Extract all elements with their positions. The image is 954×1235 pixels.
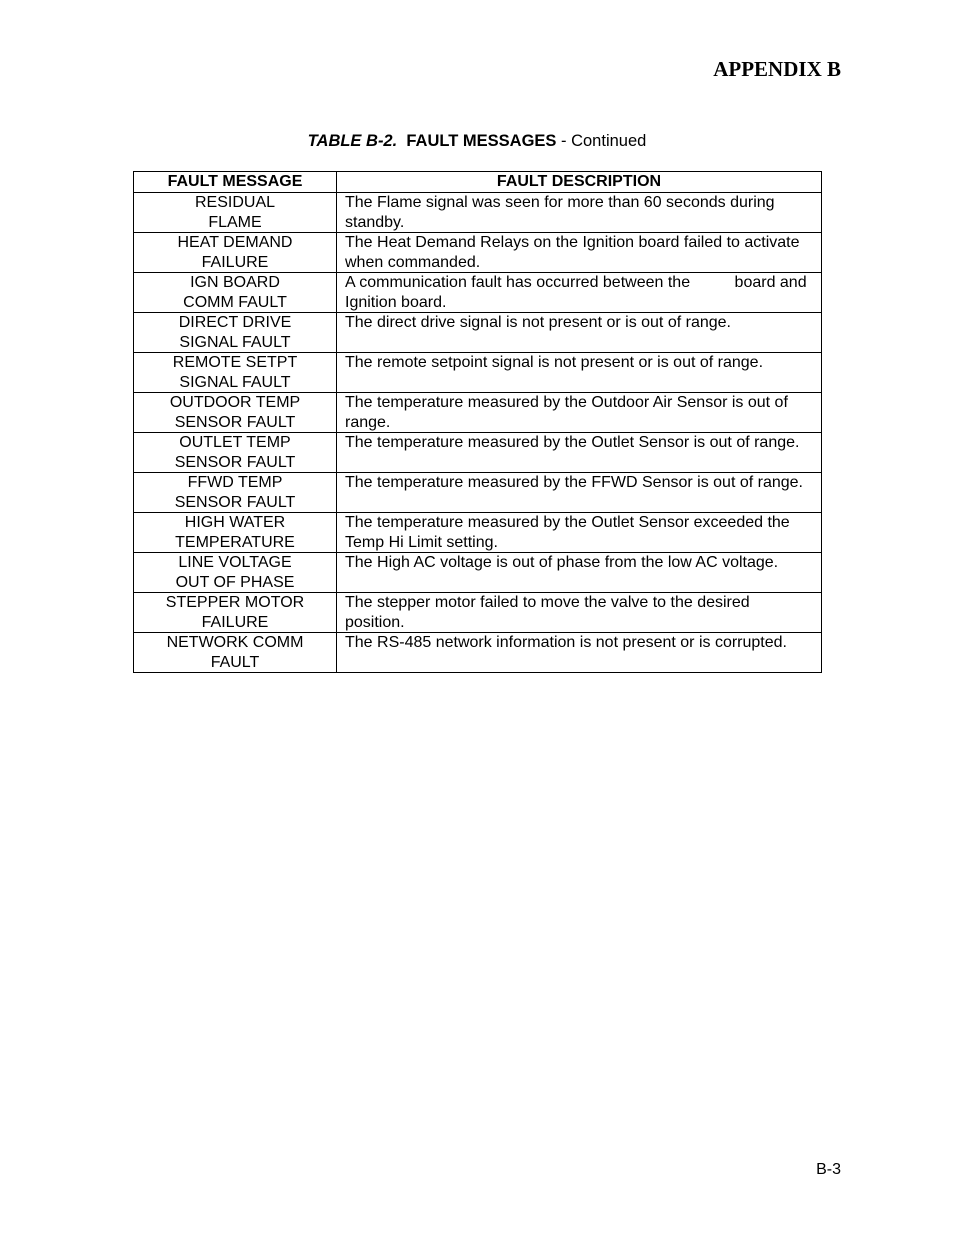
table-row [134,513,822,553]
table-row [134,633,822,673]
fault-description-cell: The temperature measured by the Outlet Sensor exceeded the Temp Hi Limit setting. [337,513,822,553]
table-row [134,433,822,473]
column-header-fault-description: FAULT DESCRIPTION [337,172,822,193]
table-title: FAULT MESSAGES [406,132,557,150]
fault-message-cell: FFWD TEMP SENSOR FAULT [134,473,337,513]
table-caption [0,130,954,152]
column-header-fault-message: FAULT MESSAGE [134,172,337,193]
fault-description-cell: A communication fault has occurred between the board and Ignition board. [337,273,822,313]
fault-message-cell: REMOTE SETPT SIGNAL FAULT [134,353,337,393]
fault-message-cell: DIRECT DRIVE SIGNAL FAULT [134,313,337,353]
page-number: B-3 [816,1161,841,1178]
fault-description-cell: The temperature measured by the Outlet Sensor is out of range. [337,433,822,473]
table-row [134,473,822,513]
table-row [134,593,822,633]
table-row [134,393,822,433]
fault-description-cell: The Flame signal was seen for more than 60 seconds during standby. [337,193,822,233]
fault-description-cell: The RS-485 network information is not present or is corrupted. [337,633,822,673]
fault-description-cell: The temperature measured by the FFWD Sensor is out of range. [337,473,822,513]
table-header-row [134,172,822,193]
fault-message-cell: HEAT DEMAND FAILURE [134,233,337,273]
fault-message-cell: HIGH WATER TEMPERATURE [134,513,337,553]
fault-message-cell: OUTLET TEMP SENSOR FAULT [134,433,337,473]
fault-message-cell: RESIDUAL FLAME [134,193,337,233]
fault-description-cell: The direct drive signal is not present or is out of range. [337,313,822,353]
fault-messages-table [133,171,822,673]
table-row [134,233,822,273]
appendix-heading: APPENDIX B [713,57,841,81]
table-row [134,353,822,393]
fault-description-cell: The stepper motor failed to move the valve to the desired position. [337,593,822,633]
fault-description-cell: The High AC voltage is out of phase from the low AC voltage. [337,553,822,593]
fault-message-cell: LINE VOLTAGE OUT OF PHASE [134,553,337,593]
table-row [134,553,822,593]
table-caption-suffix: - Continued [556,132,647,150]
table-label: TABLE B-2. [307,132,398,150]
fault-message-cell: NETWORK COMM FAULT [134,633,337,673]
fault-message-cell: IGN BOARD COMM FAULT [134,273,337,313]
fault-description-cell: The remote setpoint signal is not present or is out of range. [337,353,822,393]
table-row [134,313,822,353]
fault-message-cell: STEPPER MOTOR FAILURE [134,593,337,633]
table-row [134,273,822,313]
fault-description-cell: The Heat Demand Relays on the Ignition board failed to activate when commanded. [337,233,822,273]
fault-description-cell: The temperature measured by the Outdoor Air Sensor is out of range. [337,393,822,433]
table-row [134,193,822,233]
fault-message-cell: OUTDOOR TEMP SENSOR FAULT [134,393,337,433]
